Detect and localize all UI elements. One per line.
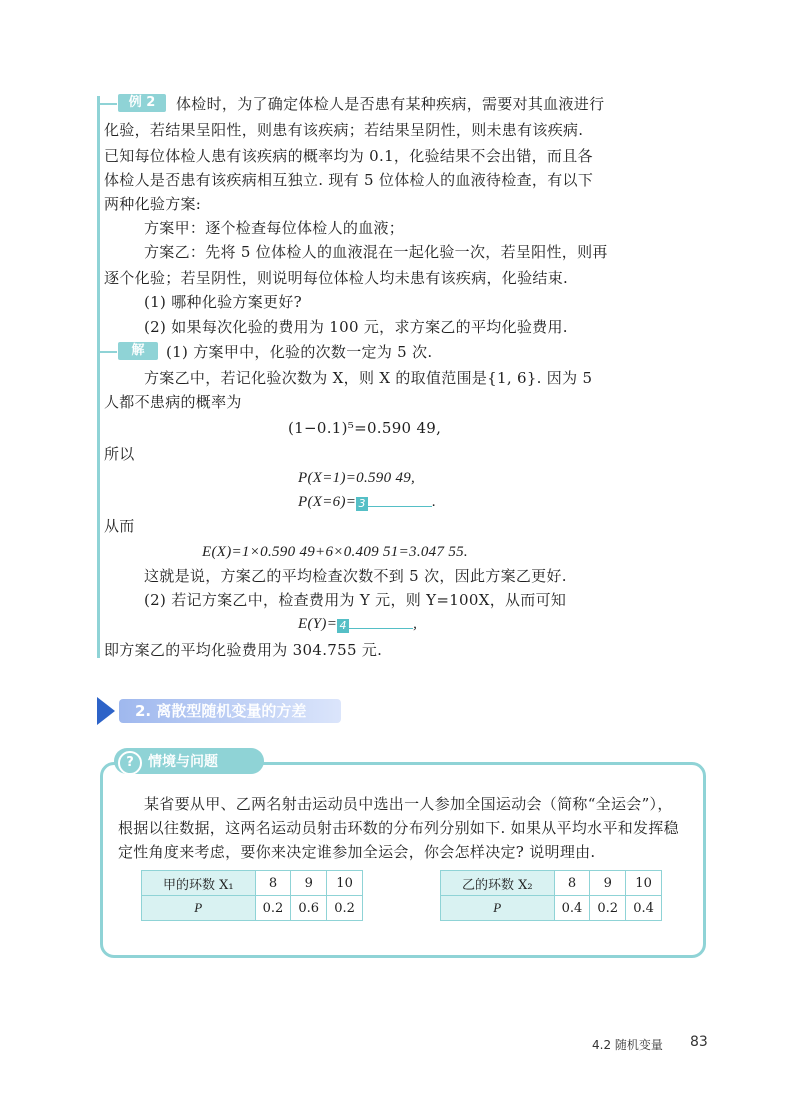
example-line: 体检时，为了确定体检人是否患有某种疾病，需要对其血液进行 [176, 95, 605, 113]
example-line: 方案甲：逐个检查每位体检人的血液； [144, 219, 405, 237]
equation-prefix: E(Y)= [298, 616, 338, 632]
table-header: 乙的环数 X₂ [441, 871, 555, 896]
example-margin-bar [97, 96, 100, 658]
solution-tag: 解 [118, 342, 158, 360]
section-arrow-icon [97, 697, 115, 725]
table-row [142, 871, 363, 896]
solution-line: (1) 方案甲中，化验的次数一定为 5 次. [166, 343, 433, 361]
table-cell: 0.2 [590, 896, 626, 921]
solution-line: 人都不患病的概率为 [104, 393, 242, 411]
scenario-tag-label: 情境与问题 [148, 754, 218, 770]
table-cell: 9 [590, 871, 626, 896]
table-cell: 0.6 [291, 896, 327, 921]
equation-suffix: , [413, 616, 418, 632]
fill-in-blank[interactable] [368, 492, 432, 507]
equation-prefix: P(X=6)= [298, 494, 357, 510]
scenario-line: 某省要从甲、乙两名射击运动员中选出一人参加全国运动会（简称“全运会”）， [144, 795, 673, 813]
table-row [441, 871, 662, 896]
example-line: 已知每位体检人患有该疾病的概率均为 0.1，化验结果不会出错，而且各 [104, 147, 593, 165]
distribution-table-jia [141, 870, 363, 921]
solution-line: 方案乙中，若记化验次数为 X，则 X 的取值范围是{1, 6}. 因为 5 [144, 369, 593, 387]
example-line: 化验，若结果呈阳性，则患有该疾病；若结果呈阴性，则未患有该疾病. [104, 121, 584, 139]
solution-line: 所以 [104, 445, 135, 463]
section-heading [97, 697, 343, 725]
question-icon: ? [118, 751, 142, 775]
example-line: 体检人是否患有该疾病相互独立. 现有 5 位体检人的血液待检查，有以下 [104, 171, 594, 189]
table-cell: 8 [554, 871, 590, 896]
equation: P(X=1)=0.590 49, [298, 470, 416, 486]
table-cell: 10 [327, 871, 363, 896]
equation-with-blank [298, 492, 436, 512]
example-question-1: (1) 哪种化验方案更好? [144, 293, 302, 311]
solution-line: 从而 [104, 517, 135, 535]
table-header: 甲的环数 X₁ [142, 871, 256, 896]
table-row [441, 896, 662, 921]
table-row [142, 896, 363, 921]
distribution-table-yi [440, 870, 662, 921]
table-cell: 0.2 [255, 896, 291, 921]
table-cell: 0.4 [626, 896, 662, 921]
page-number: 83 [690, 1034, 708, 1050]
section-title: 2. 离散型随机变量的方差 [119, 699, 341, 723]
equation-with-blank [298, 614, 417, 634]
table-header: P [142, 896, 256, 921]
table-cell: 0.4 [554, 896, 590, 921]
example-line: 方案乙：先将 5 位体检人的血液混在一起化验一次，若呈阳性，则再 [144, 243, 608, 261]
example-question-2: (2) 如果每次化验的费用为 100 元，求方案乙的平均化验费用. [144, 318, 568, 336]
chapter-label: 4.2 随机变量 [592, 1038, 663, 1052]
solution-line: 这就是说，方案乙的平均检查次数不到 5 次，因此方案乙更好. [144, 567, 567, 585]
table-cell: 8 [255, 871, 291, 896]
equation-suffix: . [432, 494, 437, 510]
table-header: P [441, 896, 555, 921]
example-tag-rule [97, 103, 117, 105]
fill-in-blank[interactable] [349, 614, 413, 629]
table-cell: 9 [291, 871, 327, 896]
example-tag: 例 2 [118, 94, 166, 112]
scenario-line: 根据以往数据，这两名运动员射击环数的分布列分别如下. 如果从平均水平和发挥稳 [118, 819, 679, 837]
solution-line: 即方案乙的平均化验费用为 304.755 元. [104, 641, 383, 659]
table-cell: 10 [626, 871, 662, 896]
equation: E(X)=1×0.590 49+6×0.409 51=3.047 55. [202, 544, 468, 560]
blank-number-badge: 4 [337, 619, 349, 633]
blank-number-badge: 3 [356, 497, 368, 511]
scenario-line: 定性角度来考虑，要你来决定谁参加全运会，你会怎样决定? 说明理由. [118, 843, 596, 861]
table-cell: 0.2 [327, 896, 363, 921]
equation: (1−0.1)⁵=0.590 49, [288, 419, 442, 437]
example-line: 两种化验方案: [104, 195, 202, 213]
example-line: 逐个化验；若呈阴性，则说明每位体检人均未患有该疾病，化验结束. [104, 269, 569, 287]
solution-tag-rule [97, 351, 117, 353]
solution-line: (2) 若记方案乙中，检查费用为 Y 元，则 Y=100X，从而可知 [144, 591, 567, 609]
